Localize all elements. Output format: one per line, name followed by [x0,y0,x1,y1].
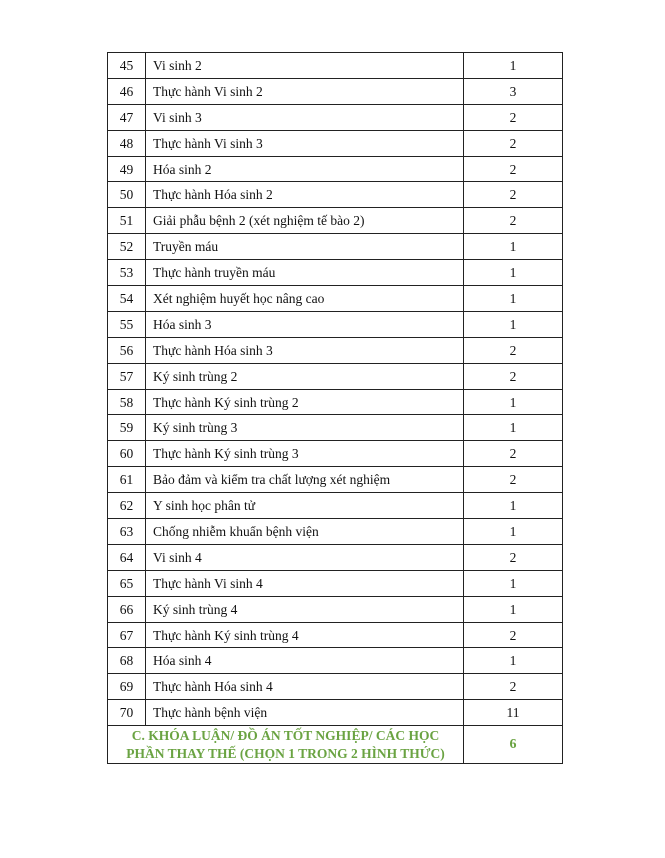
course-credits: 1 [464,53,563,79]
table-row [108,700,563,726]
course-name: Hóa sinh 4 [146,648,464,674]
course-number: 63 [108,519,146,545]
course-name: Ký sinh trùng 2 [146,363,464,389]
course-name: Vi sinh 3 [146,104,464,130]
table-row [108,415,563,441]
course-number: 53 [108,260,146,286]
course-name: Vi sinh 2 [146,53,464,79]
course-credits: 2 [464,622,563,648]
course-number: 64 [108,544,146,570]
course-number: 68 [108,648,146,674]
table-row [108,104,563,130]
section-title: C. KHÓA LUẬN/ ĐỒ ÁN TỐT NGHIỆP/ CÁC HỌC PHẦN THAY THẾ (CHỌN 1 TRONG 2 HÌNH THỨC) [108,726,464,764]
table-row [108,78,563,104]
table-row [108,570,563,596]
course-credits: 3 [464,78,563,104]
table-row [108,182,563,208]
course-number: 61 [108,467,146,493]
course-number: 45 [108,53,146,79]
course-credits: 1 [464,570,563,596]
table-row [108,674,563,700]
course-number: 69 [108,674,146,700]
course-name: Thực hành Vi sinh 3 [146,130,464,156]
table-row [108,544,563,570]
course-credits: 1 [464,493,563,519]
course-credits: 11 [464,700,563,726]
table-row [108,441,563,467]
course-credits: 1 [464,260,563,286]
table-row [108,337,563,363]
course-name: Thực hành Hóa sinh 2 [146,182,464,208]
course-credits: 2 [464,130,563,156]
course-name: Thực hành Vi sinh 4 [146,570,464,596]
table-body [108,53,563,764]
table-row [108,53,563,79]
course-credits: 2 [464,363,563,389]
course-name: Thực hành Hóa sinh 3 [146,337,464,363]
table-row [108,234,563,260]
course-credits: 2 [464,544,563,570]
course-name: Hóa sinh 2 [146,156,464,182]
course-credits: 2 [464,337,563,363]
course-credits: 1 [464,311,563,337]
course-name: Xét nghiệm huyết học nâng cao [146,286,464,312]
course-name: Chống nhiễm khuẩn bệnh viện [146,519,464,545]
course-number: 59 [108,415,146,441]
course-number: 65 [108,570,146,596]
course-number: 67 [108,622,146,648]
table-row [108,260,563,286]
table-row [108,363,563,389]
course-number: 60 [108,441,146,467]
course-credits: 2 [464,208,563,234]
table-row [108,130,563,156]
course-credits: 1 [464,415,563,441]
course-name: Thực hành Hóa sinh 4 [146,674,464,700]
table-row [108,596,563,622]
table-row [108,648,563,674]
course-name: Vi sinh 4 [146,544,464,570]
course-credits: 1 [464,648,563,674]
course-credits: 1 [464,286,563,312]
course-number: 57 [108,363,146,389]
table-row [108,311,563,337]
course-credits: 2 [464,104,563,130]
table-row [108,286,563,312]
table-row [108,622,563,648]
course-number: 51 [108,208,146,234]
course-credits: 2 [464,467,563,493]
course-number: 48 [108,130,146,156]
course-credits: 2 [464,156,563,182]
course-name: Thực hành Ký sinh trùng 2 [146,389,464,415]
course-number: 70 [108,700,146,726]
course-name: Ký sinh trùng 4 [146,596,464,622]
course-name: Y sinh học phân tử [146,493,464,519]
curriculum-table [107,52,563,764]
course-credits: 2 [464,182,563,208]
table-row [108,389,563,415]
course-name: Thực hành Ký sinh trùng 4 [146,622,464,648]
course-number: 46 [108,78,146,104]
course-number: 47 [108,104,146,130]
course-credits: 1 [464,596,563,622]
course-number: 56 [108,337,146,363]
course-number: 55 [108,311,146,337]
table-row [108,208,563,234]
course-number: 50 [108,182,146,208]
table-row [108,493,563,519]
course-name: Truyền máu [146,234,464,260]
course-number: 66 [108,596,146,622]
course-number: 54 [108,286,146,312]
course-credits: 2 [464,674,563,700]
course-name: Thực hành bệnh viện [146,700,464,726]
course-number: 49 [108,156,146,182]
course-number: 52 [108,234,146,260]
section-credits: 6 [464,726,563,764]
table-row [108,467,563,493]
course-name: Thực hành Ký sinh trùng 3 [146,441,464,467]
course-number: 62 [108,493,146,519]
section-row [108,726,563,764]
course-credits: 1 [464,519,563,545]
course-name: Thực hành truyền máu [146,260,464,286]
course-number: 58 [108,389,146,415]
table-row [108,156,563,182]
course-name: Bảo đảm và kiểm tra chất lượng xét nghiệm [146,467,464,493]
course-name: Hóa sinh 3 [146,311,464,337]
course-credits: 2 [464,441,563,467]
course-name: Ký sinh trùng 3 [146,415,464,441]
course-name: Giải phẫu bệnh 2 (xét nghiệm tế bào 2) [146,208,464,234]
table-row [108,519,563,545]
course-credits: 1 [464,389,563,415]
course-name: Thực hành Vi sinh 2 [146,78,464,104]
course-credits: 1 [464,234,563,260]
